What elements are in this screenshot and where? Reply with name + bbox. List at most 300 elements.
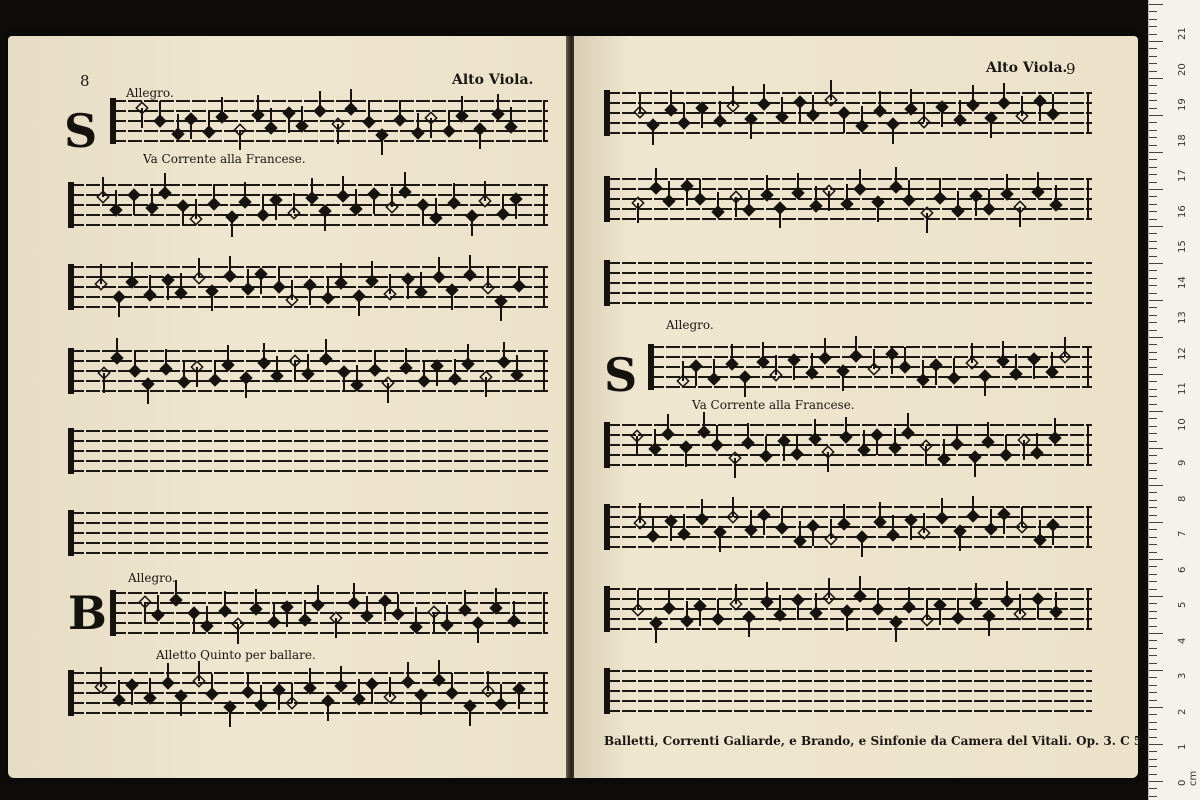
music-note bbox=[794, 521, 805, 547]
music-note bbox=[302, 354, 313, 380]
music-note bbox=[361, 596, 372, 622]
ruler-tick bbox=[1149, 463, 1157, 464]
music-note bbox=[322, 278, 333, 304]
music-note bbox=[412, 113, 423, 139]
ruler-label: 7 bbox=[1177, 530, 1188, 537]
ruler-tick bbox=[1149, 167, 1157, 168]
music-note bbox=[255, 268, 266, 294]
ruler-tick bbox=[1149, 663, 1157, 664]
staff-line bbox=[606, 710, 1092, 712]
music-note bbox=[760, 436, 771, 462]
music-staff bbox=[70, 512, 548, 558]
music-note bbox=[872, 196, 883, 222]
music-note bbox=[696, 102, 707, 128]
ruler-tick bbox=[1149, 714, 1157, 715]
ruler-tick bbox=[1149, 182, 1157, 183]
music-note bbox=[304, 668, 315, 694]
music-note bbox=[921, 600, 932, 626]
music-note bbox=[208, 184, 219, 210]
music-note bbox=[951, 424, 962, 450]
ruler-tick bbox=[1149, 374, 1163, 375]
music-note bbox=[948, 358, 959, 384]
clef-icon bbox=[604, 422, 610, 468]
music-note bbox=[449, 359, 460, 385]
music-note bbox=[838, 504, 849, 530]
ruler-tick bbox=[1149, 26, 1157, 27]
ruler-label: 3 bbox=[1177, 672, 1188, 679]
music-note bbox=[201, 606, 212, 632]
music-note bbox=[446, 284, 457, 310]
ruler-tick bbox=[1149, 766, 1157, 767]
staff-line bbox=[606, 292, 1092, 294]
music-note bbox=[400, 348, 411, 374]
ruler-tick bbox=[1149, 108, 1157, 109]
ruler-label: 6 bbox=[1177, 566, 1188, 573]
music-note bbox=[792, 594, 803, 620]
staff-line bbox=[606, 700, 1092, 702]
music-note bbox=[289, 355, 300, 381]
music-note bbox=[825, 519, 836, 545]
music-note bbox=[304, 279, 315, 305]
note-group bbox=[606, 506, 1092, 552]
music-note bbox=[386, 187, 397, 213]
music-note bbox=[1034, 95, 1045, 121]
music-note bbox=[743, 611, 754, 637]
staff-line bbox=[606, 690, 1092, 692]
ruler-label: 19 bbox=[1177, 98, 1188, 111]
tempo-marking: Allegro. bbox=[666, 318, 714, 332]
ruler-tick bbox=[1149, 515, 1157, 516]
music-note bbox=[952, 598, 963, 624]
music-note bbox=[1016, 507, 1027, 533]
music-note bbox=[889, 428, 900, 454]
music-note bbox=[474, 123, 485, 149]
tempo-marking: Allegro. bbox=[126, 86, 174, 100]
music-note bbox=[216, 97, 227, 123]
music-note bbox=[505, 107, 516, 133]
page-number-left: 8 bbox=[80, 72, 90, 90]
music-staff bbox=[70, 266, 548, 312]
music-note bbox=[172, 114, 183, 140]
music-note bbox=[680, 441, 691, 467]
music-note bbox=[160, 349, 171, 375]
music-note bbox=[822, 446, 833, 472]
ruler-tick bbox=[1149, 367, 1157, 368]
ruler-tick bbox=[1149, 529, 1157, 530]
ruler-label: 0 cm bbox=[1177, 770, 1199, 786]
music-note bbox=[443, 111, 454, 137]
ruler-tick bbox=[1149, 93, 1157, 94]
ruler-tick bbox=[1149, 389, 1157, 390]
staff-line bbox=[606, 282, 1092, 284]
music-note bbox=[634, 503, 645, 529]
music-note bbox=[209, 360, 220, 386]
music-note bbox=[136, 102, 147, 128]
music-note bbox=[982, 422, 993, 448]
music-note bbox=[938, 439, 949, 465]
ruler-tick bbox=[1149, 455, 1157, 456]
note-group bbox=[606, 588, 1092, 634]
music-note bbox=[332, 118, 343, 144]
music-note bbox=[1028, 353, 1039, 379]
staff-line bbox=[70, 542, 548, 544]
ruler-tick bbox=[1149, 71, 1157, 72]
music-note bbox=[456, 96, 467, 122]
music-note bbox=[286, 280, 297, 306]
note-group bbox=[606, 178, 1092, 224]
piece-subtitle: Va Corrente alla Francese. bbox=[143, 152, 306, 166]
piece-subtitle: Va Corrente alla Francese. bbox=[692, 398, 855, 412]
music-staff bbox=[606, 424, 1092, 470]
ruler-label: 11 bbox=[1177, 382, 1188, 395]
ruler-tick bbox=[1149, 433, 1157, 434]
ruler-label: 5 bbox=[1177, 601, 1188, 608]
music-note bbox=[510, 193, 521, 219]
music-note bbox=[299, 600, 310, 626]
music-staff bbox=[606, 262, 1092, 308]
ruler-tick bbox=[1149, 256, 1157, 257]
staff-line bbox=[606, 680, 1092, 682]
music-note bbox=[874, 502, 885, 528]
music-note bbox=[513, 266, 524, 292]
ruler-tick bbox=[1149, 781, 1163, 782]
staff-line bbox=[70, 522, 548, 524]
music-note bbox=[185, 113, 196, 139]
clef-icon bbox=[68, 348, 74, 394]
initial-letter-s-right: S bbox=[604, 348, 638, 402]
ruler-label: 4 bbox=[1177, 637, 1188, 644]
music-note bbox=[954, 525, 965, 551]
staff-line bbox=[606, 670, 1092, 672]
music-note bbox=[257, 195, 268, 221]
ruler-tick bbox=[1149, 655, 1157, 656]
music-note bbox=[678, 514, 689, 540]
music-note bbox=[335, 263, 346, 289]
ruler-tick bbox=[1149, 241, 1157, 242]
ruler-tick bbox=[1149, 270, 1157, 271]
music-note bbox=[495, 684, 506, 710]
music-note bbox=[379, 595, 390, 621]
music-note bbox=[129, 351, 140, 377]
music-note bbox=[807, 520, 818, 546]
music-note bbox=[1032, 593, 1043, 619]
music-note bbox=[1000, 435, 1011, 461]
music-note bbox=[903, 180, 914, 206]
ruler-tick bbox=[1149, 56, 1157, 57]
ruler-tick bbox=[1149, 552, 1157, 553]
music-note bbox=[770, 355, 781, 381]
clef-icon bbox=[604, 90, 610, 136]
music-note bbox=[810, 186, 821, 212]
staff-line bbox=[70, 512, 548, 514]
ruler-tick bbox=[1149, 307, 1157, 308]
music-note bbox=[841, 605, 852, 631]
staff-line bbox=[70, 552, 548, 554]
ruler-tick bbox=[1149, 322, 1157, 323]
ruler-tick bbox=[1149, 507, 1157, 508]
music-note bbox=[497, 194, 508, 220]
note-group bbox=[70, 350, 548, 396]
music-note bbox=[152, 595, 163, 621]
music-note bbox=[761, 175, 772, 201]
ruler-tick bbox=[1149, 596, 1163, 597]
ruler-tick bbox=[1149, 145, 1157, 146]
ruler-tick bbox=[1149, 589, 1157, 590]
page-footer: Balletti, Correnti Galiarde, e Brando, e Sinfonie da Camera del Vitali. Op. 3. C 5 bbox=[604, 734, 1143, 748]
ruler-tick bbox=[1149, 100, 1157, 101]
clef-icon bbox=[604, 504, 610, 550]
ruler-tick bbox=[1149, 418, 1157, 419]
music-staff bbox=[606, 92, 1092, 138]
music-note bbox=[872, 589, 883, 615]
ruler-tick bbox=[1149, 737, 1157, 738]
music-note bbox=[632, 197, 643, 223]
ruler-tick bbox=[1149, 352, 1157, 353]
music-staff bbox=[70, 430, 548, 476]
music-note bbox=[175, 690, 186, 716]
music-note bbox=[273, 267, 284, 293]
staff-line bbox=[606, 262, 1092, 264]
ruler-tick bbox=[1149, 500, 1157, 501]
ruler-label: 2 bbox=[1177, 708, 1188, 715]
music-note bbox=[714, 101, 725, 127]
music-note bbox=[665, 90, 676, 116]
ruler-tick bbox=[1149, 522, 1163, 523]
note-group bbox=[70, 184, 548, 230]
ruler-tick bbox=[1149, 441, 1157, 442]
music-note bbox=[663, 588, 674, 614]
music-note bbox=[681, 180, 692, 206]
music-note bbox=[441, 605, 452, 631]
ruler-tick bbox=[1149, 226, 1163, 227]
ruler-label: 13 bbox=[1177, 311, 1188, 324]
clef-icon bbox=[68, 510, 74, 556]
ruler-tick bbox=[1149, 685, 1157, 686]
music-note bbox=[430, 198, 441, 224]
music-note bbox=[113, 680, 124, 706]
music-note bbox=[418, 361, 429, 387]
staff-line bbox=[70, 460, 548, 462]
ruler-tick bbox=[1149, 618, 1157, 619]
music-note bbox=[743, 190, 754, 216]
music-note bbox=[934, 599, 945, 625]
ruler-tick bbox=[1149, 19, 1157, 20]
music-note bbox=[154, 101, 165, 127]
music-note bbox=[774, 595, 785, 621]
ruler-tick bbox=[1149, 115, 1163, 116]
music-note bbox=[338, 366, 349, 392]
music-note bbox=[838, 107, 849, 133]
ruler-tick bbox=[1149, 559, 1163, 560]
music-note bbox=[350, 189, 361, 215]
staff-line bbox=[70, 440, 548, 442]
music-note bbox=[415, 689, 426, 715]
music-note bbox=[1034, 520, 1045, 546]
ruler-tick bbox=[1149, 330, 1157, 331]
music-note bbox=[322, 695, 333, 721]
clef-icon bbox=[648, 344, 654, 390]
music-note bbox=[265, 108, 276, 134]
music-staff bbox=[70, 350, 548, 396]
note-group bbox=[606, 92, 1092, 138]
music-note bbox=[369, 350, 380, 376]
staff-line bbox=[70, 470, 548, 472]
ruler-tick bbox=[1149, 278, 1157, 279]
music-note bbox=[711, 425, 722, 451]
music-note bbox=[632, 590, 643, 616]
music-staff bbox=[112, 100, 548, 146]
ruler-tick bbox=[1149, 707, 1163, 708]
music-note bbox=[178, 362, 189, 388]
ruler-tick bbox=[1149, 196, 1157, 197]
initial-letter-s-left: S bbox=[64, 104, 98, 158]
music-note bbox=[428, 606, 439, 632]
ruler-tick bbox=[1149, 774, 1157, 775]
clef-icon bbox=[68, 428, 74, 474]
music-note bbox=[985, 509, 996, 535]
ruler-tick bbox=[1149, 677, 1157, 678]
music-note bbox=[480, 371, 491, 397]
music-note bbox=[508, 601, 519, 627]
music-note bbox=[206, 285, 217, 311]
music-note bbox=[681, 601, 692, 627]
music-note bbox=[730, 584, 741, 610]
music-note bbox=[858, 430, 869, 456]
music-note bbox=[384, 274, 395, 300]
ruler-tick bbox=[1149, 611, 1157, 612]
music-note bbox=[998, 508, 1009, 534]
ruler-tick bbox=[1149, 63, 1157, 64]
ruler-tick bbox=[1149, 211, 1157, 212]
music-note bbox=[283, 107, 294, 133]
ruler-tick bbox=[1149, 411, 1163, 412]
music-note bbox=[778, 435, 789, 461]
music-note bbox=[271, 356, 282, 382]
music-note bbox=[281, 601, 292, 627]
music-note bbox=[952, 191, 963, 217]
ruler-label: 9 bbox=[1177, 459, 1188, 466]
music-note bbox=[807, 95, 818, 121]
ruler-label: 15 bbox=[1177, 240, 1188, 253]
music-note bbox=[144, 678, 155, 704]
music-staff bbox=[70, 672, 548, 718]
music-note bbox=[678, 103, 689, 129]
ruler-tick bbox=[1149, 692, 1157, 693]
music-note bbox=[188, 607, 199, 633]
music-note bbox=[384, 677, 395, 703]
page-number-right: 9 bbox=[1066, 60, 1076, 78]
music-note bbox=[874, 91, 885, 117]
music-note bbox=[776, 508, 787, 534]
ruler-tick bbox=[1149, 670, 1163, 671]
ruler-tick bbox=[1149, 633, 1163, 634]
clef-icon bbox=[604, 176, 610, 222]
ruler-tick bbox=[1149, 640, 1157, 641]
clef-icon bbox=[604, 586, 610, 632]
music-note bbox=[690, 360, 701, 386]
music-note bbox=[1046, 352, 1057, 378]
music-note bbox=[425, 112, 436, 138]
ruler-tick bbox=[1149, 485, 1163, 486]
note-group bbox=[606, 424, 1092, 470]
clef-icon bbox=[110, 98, 116, 144]
ruler-tick bbox=[1149, 34, 1157, 35]
music-note bbox=[856, 106, 867, 132]
music-note bbox=[631, 430, 642, 456]
music-note bbox=[177, 200, 188, 226]
music-staff bbox=[606, 506, 1092, 552]
ruler-tick bbox=[1149, 581, 1157, 582]
page-header-right: Alto Viola. bbox=[986, 60, 1068, 76]
music-note bbox=[366, 678, 377, 704]
music-note bbox=[240, 372, 251, 398]
music-note bbox=[985, 112, 996, 138]
music-note bbox=[791, 434, 802, 460]
ruler-label: 12 bbox=[1177, 346, 1188, 360]
music-note bbox=[745, 113, 756, 139]
note-group bbox=[70, 672, 548, 718]
music-staff bbox=[606, 178, 1092, 224]
music-note bbox=[917, 360, 928, 386]
music-note bbox=[288, 193, 299, 219]
ruler-tick bbox=[1149, 337, 1163, 338]
music-note bbox=[663, 181, 674, 207]
music-note bbox=[1010, 354, 1021, 380]
music-note bbox=[1016, 96, 1027, 122]
music-note bbox=[459, 590, 470, 616]
ruler-label: 14 bbox=[1177, 275, 1188, 289]
music-note bbox=[920, 440, 931, 466]
ruler-tick bbox=[1149, 293, 1157, 294]
clef-icon bbox=[110, 590, 116, 636]
music-note bbox=[482, 671, 493, 697]
music-note bbox=[954, 100, 965, 126]
music-note bbox=[268, 602, 279, 628]
ruler-tick bbox=[1149, 537, 1157, 538]
music-note bbox=[742, 423, 753, 449]
music-note bbox=[219, 591, 230, 617]
ruler-tick bbox=[1149, 381, 1157, 382]
ruler-tick bbox=[1149, 48, 1157, 49]
ruler-label: 1 bbox=[1177, 743, 1188, 750]
music-note bbox=[126, 679, 137, 705]
staff-line bbox=[606, 302, 1092, 304]
music-note bbox=[402, 273, 413, 299]
music-note bbox=[296, 106, 307, 132]
music-note bbox=[1014, 201, 1025, 227]
music-note bbox=[758, 509, 769, 535]
music-note bbox=[250, 589, 261, 615]
note-group bbox=[112, 100, 548, 146]
clef-icon bbox=[604, 668, 610, 714]
ruler-tick bbox=[1149, 152, 1163, 153]
ruler-tick bbox=[1149, 566, 1157, 567]
ruler-tick bbox=[1149, 204, 1157, 205]
music-note bbox=[966, 343, 977, 369]
music-note bbox=[175, 273, 186, 299]
ruler-label: 10 bbox=[1177, 417, 1188, 431]
ruler-tick bbox=[1149, 759, 1157, 760]
music-note bbox=[983, 189, 994, 215]
ruler-tick bbox=[1149, 41, 1163, 42]
music-note bbox=[806, 353, 817, 379]
music-note bbox=[1050, 592, 1061, 618]
clef-icon bbox=[68, 264, 74, 310]
music-note bbox=[1050, 185, 1061, 211]
music-note bbox=[936, 101, 947, 127]
music-note bbox=[144, 275, 155, 301]
ruler-tick bbox=[1149, 574, 1157, 575]
